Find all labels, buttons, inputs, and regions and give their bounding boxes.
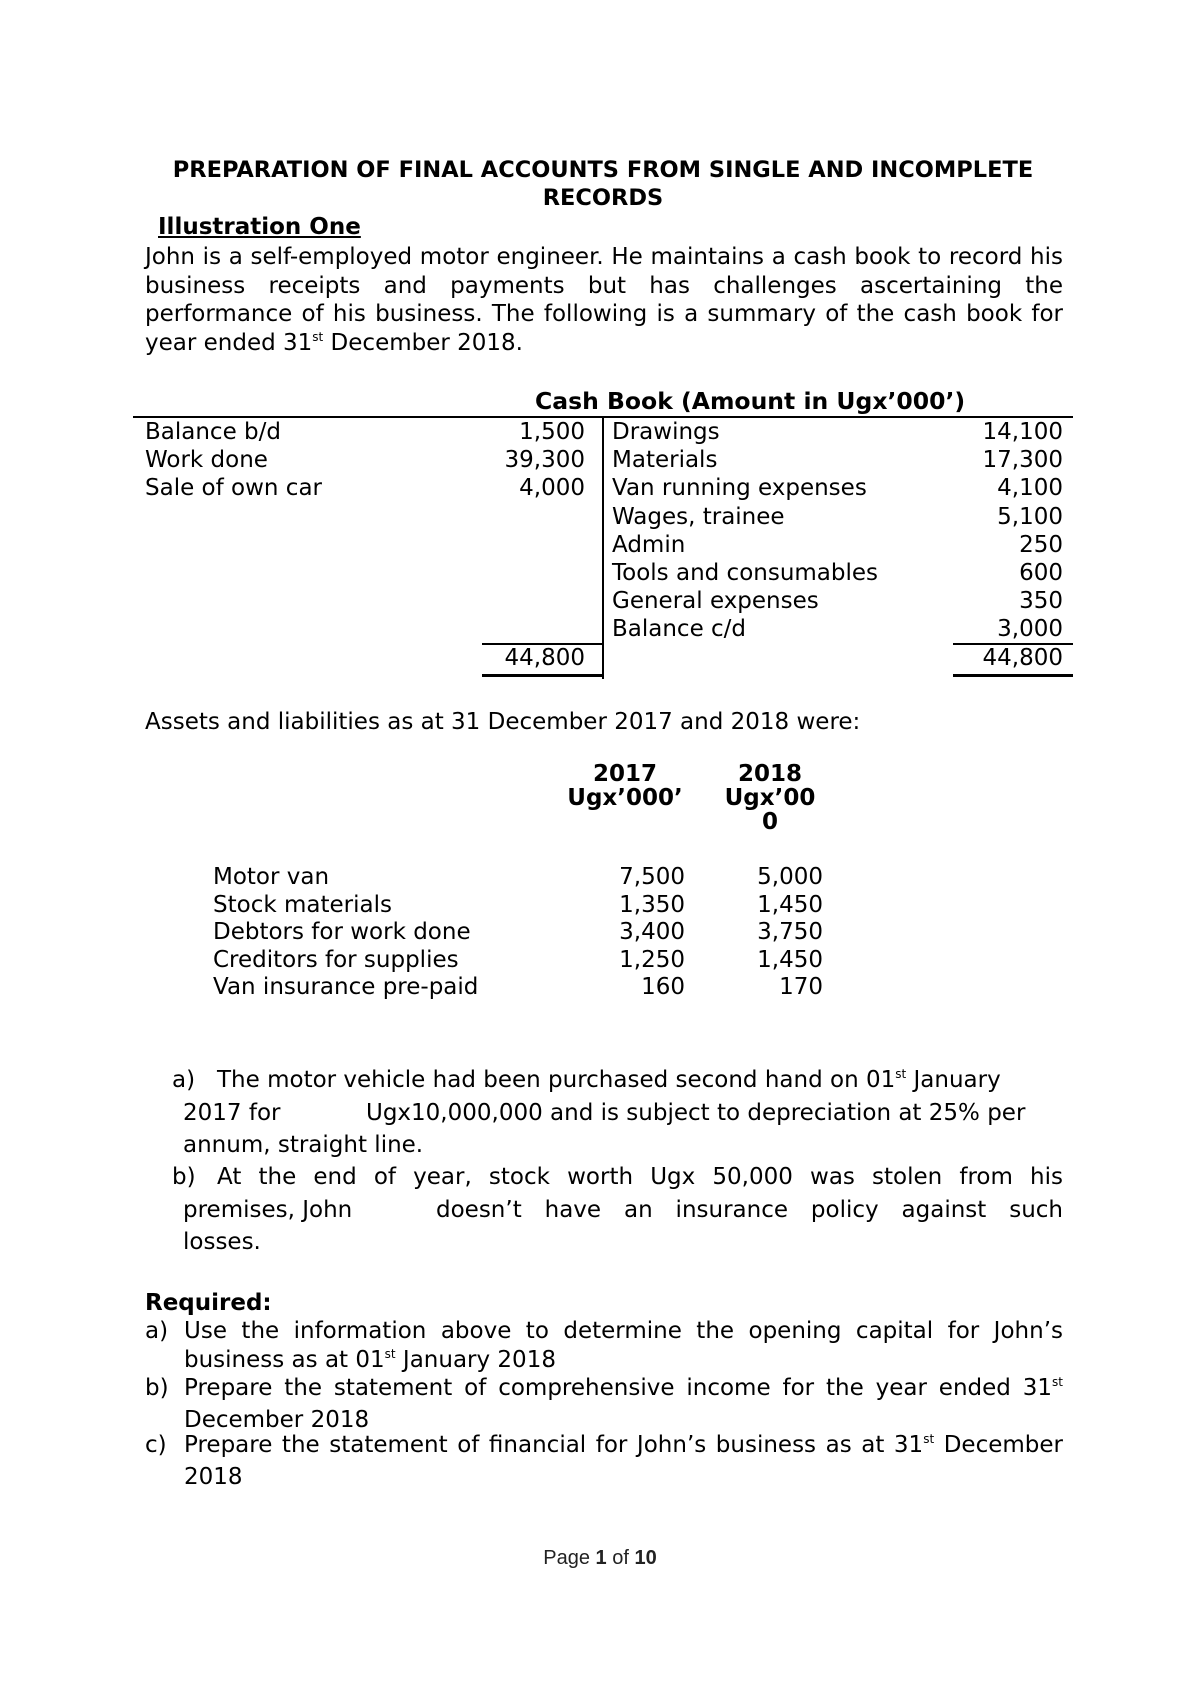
note-a-line-1 [217,1064,1063,1099]
asset-row-2018: 3,750 [757,919,823,945]
note-b-line-3: losses. [183,1229,261,1255]
required-b-superscript: st [1052,1375,1063,1389]
asset-row-2018: 5,000 [757,864,823,890]
credit-row-amount: 600 [1019,560,1063,586]
asset-row-2017: 3,400 [619,919,685,945]
credit-row-amount: 4,100 [997,475,1063,502]
required-b-text-2: December 2018 [184,1406,370,1433]
note-a-text-1: The motor vehicle had been purchased second hand on 01 [217,1067,896,1093]
footer-total-pages: 10 [634,1547,657,1569]
asset-row-2017: 1,350 [619,891,685,918]
cash-book-title: Cash Book (Amount in Ugx’000’) [535,387,966,415]
asset-row-label: Van insurance pre-paid [213,974,479,1000]
debit-row-amount: 4,000 [519,475,585,502]
credit-row-label: Drawings [612,419,720,445]
intro-paragraph [145,243,1063,360]
credit-row-label: General expenses [612,588,819,615]
page-footer [0,1547,1200,1570]
intro-text-a: John is a self-employed motor engineer. He maintains a cash book to record his business receipts and payments but has challenges ascertaining the performance of his business. The following is a summary of the cash book for year ended 31 [145,244,1063,356]
asset-row-2017: 1,250 [619,946,685,973]
assets-col-2017-year: 2017 [592,761,657,787]
credit-row-amount: 14,100 [982,419,1063,445]
note-a-letter: a) [172,1067,196,1093]
document-title-line-1: PREPARATION OF FINAL ACCOUNTS FROM SINGLE AND INCOMPLETE [172,157,1034,183]
footer-of-word: of [612,1547,629,1569]
required-c-text-2: December 2018 [184,1432,1063,1490]
note-b-line-2a: premises, John [183,1197,353,1223]
asset-row-2018: 1,450 [757,891,823,918]
credit-row-label: Admin [612,531,686,558]
debit-row-label: Sale of own car [145,475,322,502]
note-b-line-1: At the end of year, stock worth Ugx 50,000 was stolen from his [217,1164,1063,1190]
note-a-superscript: st [895,1067,907,1081]
note-a-line-2a: 2017 for [183,1100,281,1126]
required-c-text [184,1431,1063,1491]
credit-row-amount: 5,100 [997,503,1063,530]
required-c-text-1: Prepare the statement of financial for John’s business as at 31 [184,1432,924,1458]
asset-row-label: Debtors for work done [213,919,471,945]
credit-total: 44,800 [982,645,1063,671]
required-b-text-1: Prepare the statement of comprehensive income for the year ended 31 [184,1375,1053,1401]
intro-superscript: st [312,329,324,344]
note-b-line-2b: doesn’t have an insurance policy against such [436,1197,1063,1223]
credit-row-label: Materials [612,447,718,474]
asset-row-2018: 1,450 [757,946,823,973]
footer-page-word: Page [543,1547,590,1569]
debit-row-amount: 39,300 [504,447,585,474]
debit-row-amount: 1,500 [519,419,585,445]
required-b-text [184,1374,1063,1434]
assets-col-2018-unit-line-2: 0 [761,809,778,835]
credit-row-amount: 3,000 [997,616,1063,643]
asset-row-label: Stock materials [213,891,392,918]
credit-row-label: Van running expenses [612,475,867,502]
credit-row-amount: 17,300 [982,447,1063,474]
assets-col-2018-unit-line-1: Ugx’00 [724,785,816,811]
note-b-letter: b) [172,1164,196,1190]
note-a-text-2: January [906,1067,1001,1093]
asset-row-2018: 170 [779,974,823,1000]
illustration-heading: Illustration One [158,214,361,240]
required-b-letter: b) [145,1375,169,1401]
credit-row-amount: 250 [1019,531,1063,558]
required-c-superscript: st [923,1432,935,1446]
asset-row-label: Creditors for supplies [213,946,459,973]
credit-row-amount: 350 [1019,588,1063,615]
required-heading: Required: [145,1290,272,1316]
intro-text-b: December 2018. [323,329,523,356]
required-a-text-2: January 2018 [395,1346,556,1373]
required-a-text [184,1317,1063,1377]
required-c-letter: c) [145,1432,167,1458]
debit-row-label: Work done [145,447,268,474]
credit-row-label: Balance c/d [612,616,747,643]
debit-row-label: Balance b/d [145,419,281,445]
debit-total: 44,800 [504,645,585,671]
document-title-line-2: RECORDS [542,185,664,211]
note-a-line-2b: Ugx10,000,000 and is subject to depreciation at 25% per [366,1100,1026,1126]
note-a-line-3: annum, straight line. [183,1132,424,1158]
required-a-letter: a) [145,1318,169,1344]
debit-total-bottom-rule [482,674,602,677]
required-a-superscript: st [384,1346,396,1361]
assets-col-2017-unit: Ugx’000’ [567,785,683,811]
credit-row-label: Wages, trainee [612,503,785,530]
assets-intro: Assets and liabilities as at 31 December 2017 and 2018 were: [145,709,861,735]
asset-row-label: Motor van [213,864,330,890]
footer-page-number: 1 [595,1547,607,1569]
credit-total-bottom-rule [953,674,1073,677]
assets-col-2018-year: 2018 [737,761,802,787]
asset-row-2017: 7,500 [619,864,685,890]
required-a-text-1: Use the information above to determine the opening capital for John’s business as at 01 [184,1318,1063,1373]
credit-row-label: Tools and consumables [612,560,879,586]
cash-book-center-rule [602,416,604,679]
asset-row-2017: 160 [641,974,685,1000]
